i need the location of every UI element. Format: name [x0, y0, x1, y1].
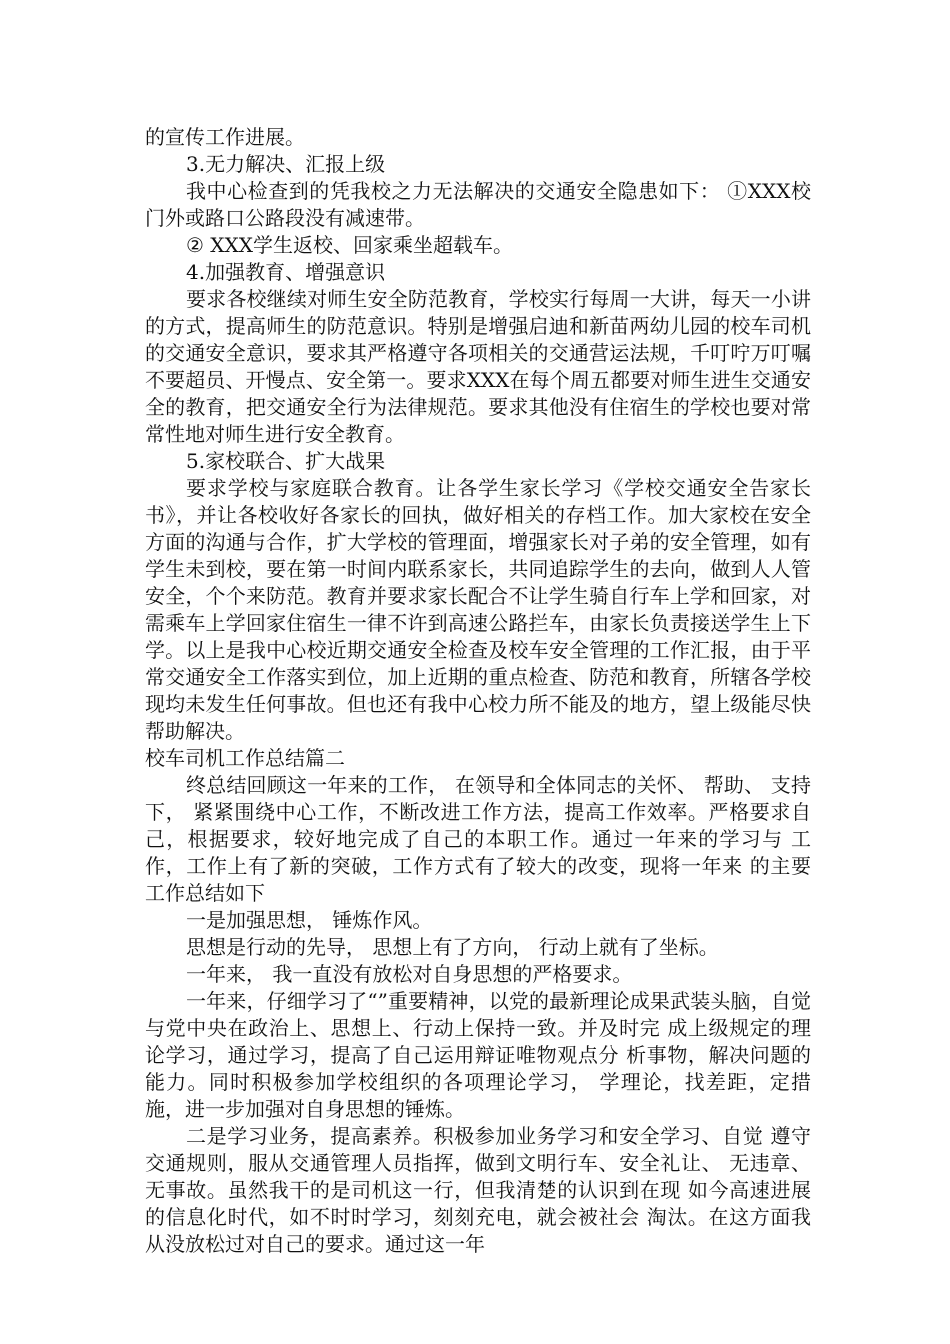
document-page	[145, 124, 811, 1258]
heading-home-school: 5.家校联合、扩大战果	[186, 449, 386, 473]
paragraph-thought-guide: 思想是行动的先导， 思想上有了方向， 行动上就有了坐标。	[186, 935, 719, 959]
paragraph-point-one: 一是加强思想， 锤炼作风。	[186, 908, 433, 932]
paragraph-theory-study: 一年来，仔细学习了“”重要精神，以党的最新理论成果武装头脑，自觉与党中央在政治上、思想上、行动上保持一致。并及时完 成上级规定的理论学习，通过学习，提高了自己运用辩证唯物观点分 析事物，解决问题的能力。同时积极参加学校组织的各项理论学习， 学理论，找差距，定措施，进一步加强对自身思想的锤炼。	[145, 989, 811, 1121]
heading-report-superior: 3.无力解决、汇报上级	[186, 152, 386, 176]
paragraph-safety-education: 要求各校继续对师生安全防范教育，学校实行每周一大讲，每天一小讲的方式，提高师生的防范意识。特别是增强启迪和新苗两幼儿园的校车司机的交通安全意识，要求其严格遵守各项相关的交通营运法规，千叮咛万叮嘱不要超员、开慢点、安全第一。要求XXX在每个周五都要对师生进生交通安全的教育，把交通安全行为法律规范。要求其他没有住宿生的学校也要对常常性地对师生进行安全教育。	[145, 287, 811, 446]
paragraph-continuation: 的宣传工作进展。	[145, 125, 305, 149]
section-title-part-two: 校车司机工作总结篇二	[145, 746, 345, 770]
paragraph-business-study: 二是学习业务，提高素养。积极参加业务学习和安全学习、自觉 遵守交通规则，服从交通管理人员指挥，做到文明行车、安全礼让、 无违章、无事故。虽然我干的是司机这一行，但我清楚的认识到在现 如今高速进展的信息化时代，如不时时学习，刻刻充电，就会被社会 淘汰。在这方面我从没放松过对自己的要求。通过这一年	[145, 1124, 811, 1256]
paragraph-home-school: 要求学校与家庭联合教育。让各学生家长学习《学校交通安全告家长书》，并让各校收好各家长的回执，做好相关的存档工作。加大家校在安全方面的沟通与合作，扩大学校的管理面，增强家长对子弟的安全管理，如有学生未到校，要在第一时间内联系家长，共同追踪学生的去向，做到人人管安全，个个来防范。教育并要求家长配合不让学生骑自行车上学和回家，对需乘车上学回家住宿生一律不许到高速公路拦车，由家长负责接送学生上下学。以上是我中心校近期交通安全检查及校车安全管理的工作汇报，由于平常交通安全工作落实到位，加上近期的重点检查、防范和教育，所辖各学校现均未发生任何事故。但也还有我中心校力所不能及的地方，望上级能尽快帮助解决。	[145, 476, 811, 743]
paragraph-overloaded-vehicle: ② XXX学生返校、回家乘坐超载车。	[186, 233, 514, 257]
paragraph-self-requirement: 一年来， 我一直没有放松对自身思想的严格要求。	[186, 962, 633, 986]
heading-strengthen-education: 4.加强教育、增强意识	[186, 260, 386, 284]
paragraph-year-review: 终总结回顾这一年来的工作， 在领导和全体同志的关怀、 帮助、 支持下， 紧紧围绕中心工作，不断改进工作方法，提高工作效率。严格要求自 己，根据要求，较好地完成了自己的本职工作。通过一年来的学习与 工作，工作上有了新的突破，工作方式有了较大的改变，现将一年来 的主要工作总结如下	[145, 773, 811, 905]
paragraph-hazards: 我中心检查到的凭我校之力无法解决的交通安全隐患如下： ①XXX校门外或路口公路段没有减速带。	[145, 179, 811, 230]
